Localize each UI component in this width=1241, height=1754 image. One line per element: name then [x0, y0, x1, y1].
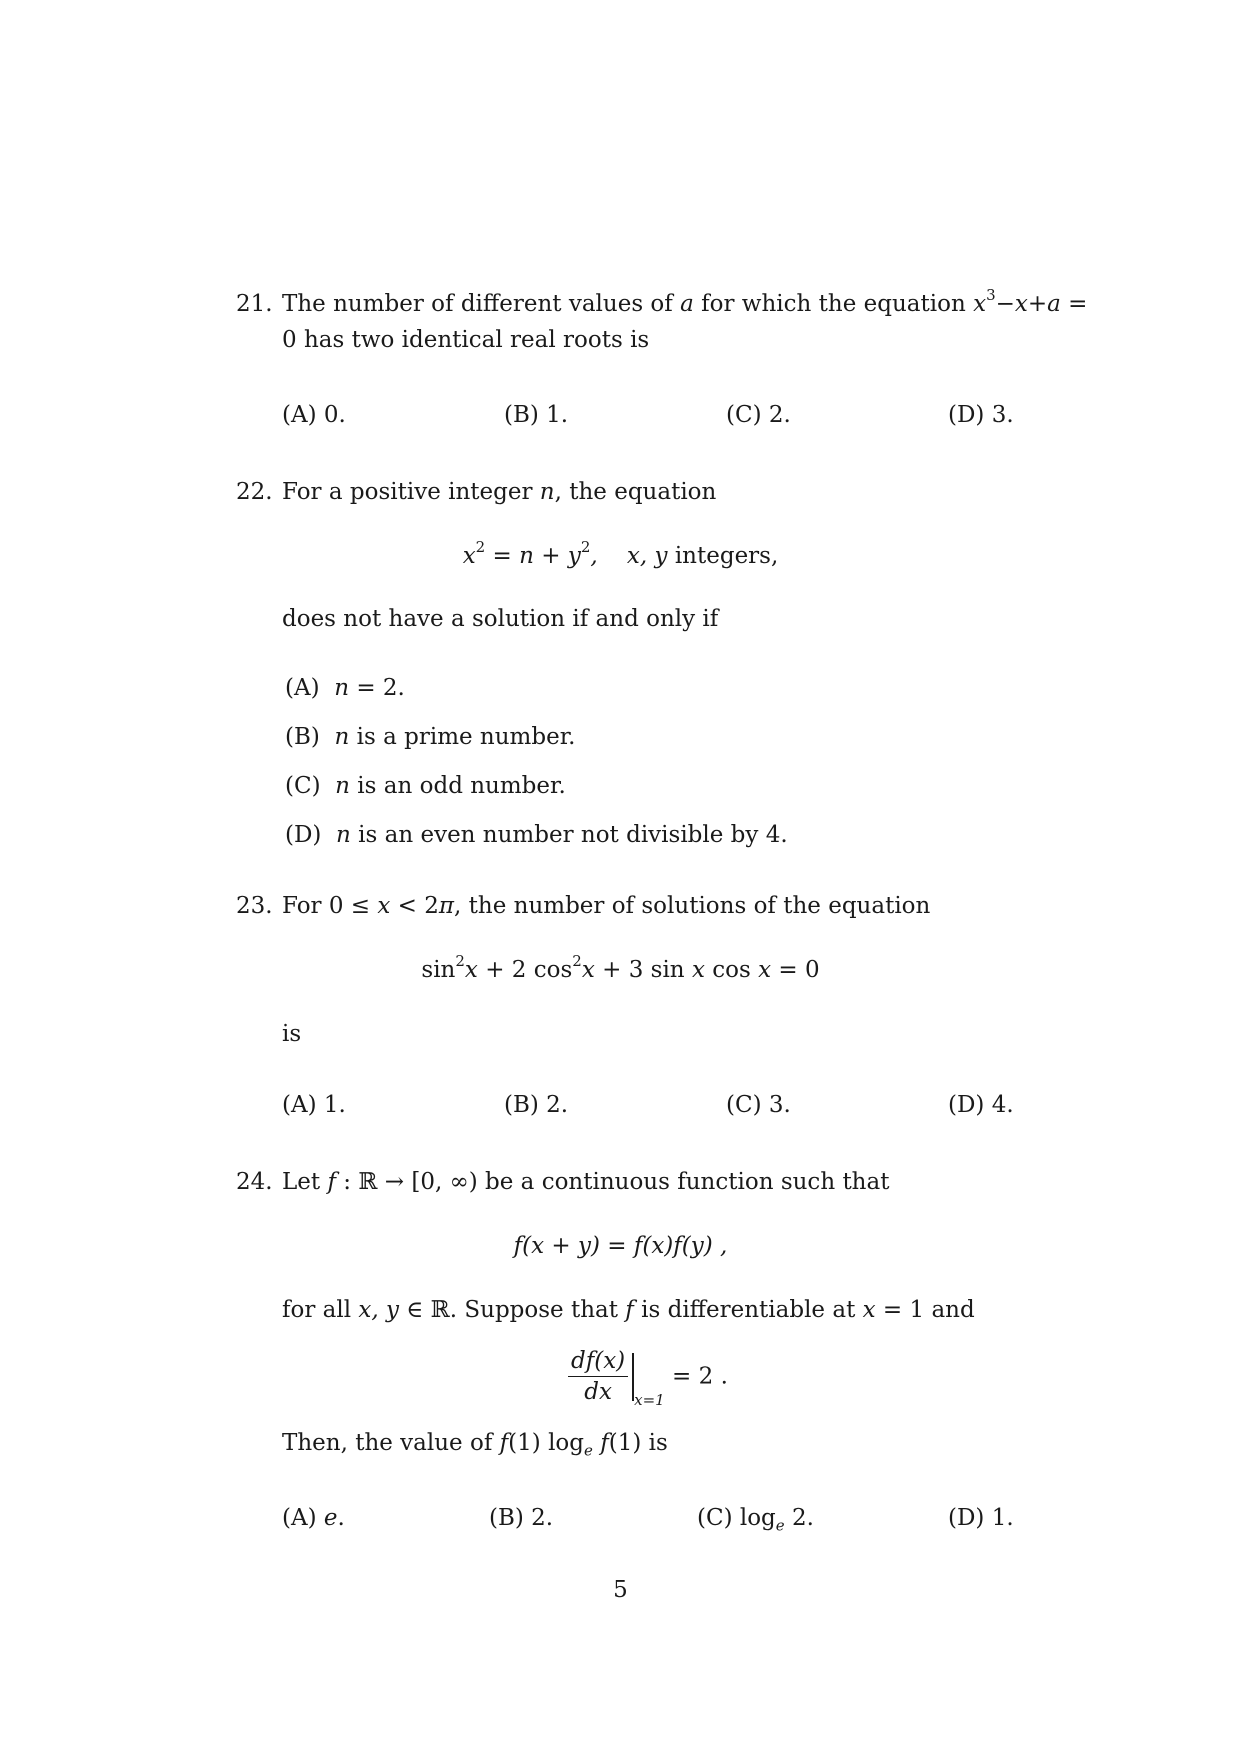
- question-22-option-c: (C) n is an odd number.: [285, 773, 566, 799]
- question-22-option-a: (A) n = 2.: [285, 675, 405, 701]
- question-23-equation: $\sin^2x + 2$ $\cos^2x + 3$ sin x cos x = 0: [421, 952, 820, 983]
- question-21-option-b: (B) 1.: [504, 402, 569, 428]
- question-21-option-a: (A) 0.: [282, 402, 346, 428]
- question-24-then: Then, the value of f(1) $\log_e f(1)$ is: [282, 1430, 668, 1460]
- question-23-stem: For 0 ≤ x < 2π, the number of solutions of the equation: [282, 893, 931, 919]
- page-number: 5: [613, 1577, 628, 1603]
- question-23-option-c: (C) 3.: [726, 1092, 791, 1118]
- question-21-stem-line2: 0 has two identical real roots is: [282, 327, 650, 353]
- question-23-option-d: (D) 4.: [948, 1092, 1014, 1118]
- question-24-option-b: (B) 2.: [489, 1505, 554, 1531]
- question-22-after: does not have a solution if and only if: [282, 606, 719, 632]
- question-24-stem: Let f : ℝ → [0, ∞) be a continuous function such that: [282, 1169, 890, 1195]
- question-24-option-a: (A) e.: [282, 1505, 345, 1531]
- question-23-after: is: [282, 1021, 302, 1047]
- question-22-stem: For a positive integer n, the equation: [282, 479, 717, 505]
- question-22-equation: $x^2 = n + y^2$, x, y integers,: [462, 538, 779, 569]
- question-23-option-a: (A) 1.: [282, 1092, 346, 1118]
- derivative-fraction: $\frac{df(x)}{dx}$: [568, 1348, 628, 1405]
- question-22-option-d: (D) n is an even number not divisible by 4.: [285, 822, 788, 848]
- question-21-stem-line1: The number of different values of a for which the equation $x^3-x+a$ =: [282, 286, 1088, 317]
- question-24-functional-equation: f(x + y) = f(x)f(y) ,: [513, 1233, 728, 1259]
- question-24-option-c: (C) $\log_e 2$.: [697, 1505, 814, 1535]
- question-21-number: 21.: [236, 291, 273, 317]
- question-23-number: 23.: [236, 893, 273, 919]
- question-21-option-d: (D) 3.: [948, 402, 1014, 428]
- question-24-option-d: (D) 1.: [948, 1505, 1014, 1531]
- question-24-number: 24.: [236, 1169, 273, 1195]
- question-23-option-b: (B) 2.: [504, 1092, 569, 1118]
- question-24-derivative: $\frac{df(x)}{dx}$ x=1 = 2 .: [568, 1348, 728, 1409]
- question-22-number: 22.: [236, 479, 273, 505]
- question-24-condition: for all x, y ∈ ℝ. Suppose that f is differentiable at x = 1 and: [282, 1297, 975, 1323]
- question-22-option-b: (B) n is a prime number.: [285, 724, 576, 750]
- question-21-option-c: (C) 2.: [726, 402, 791, 428]
